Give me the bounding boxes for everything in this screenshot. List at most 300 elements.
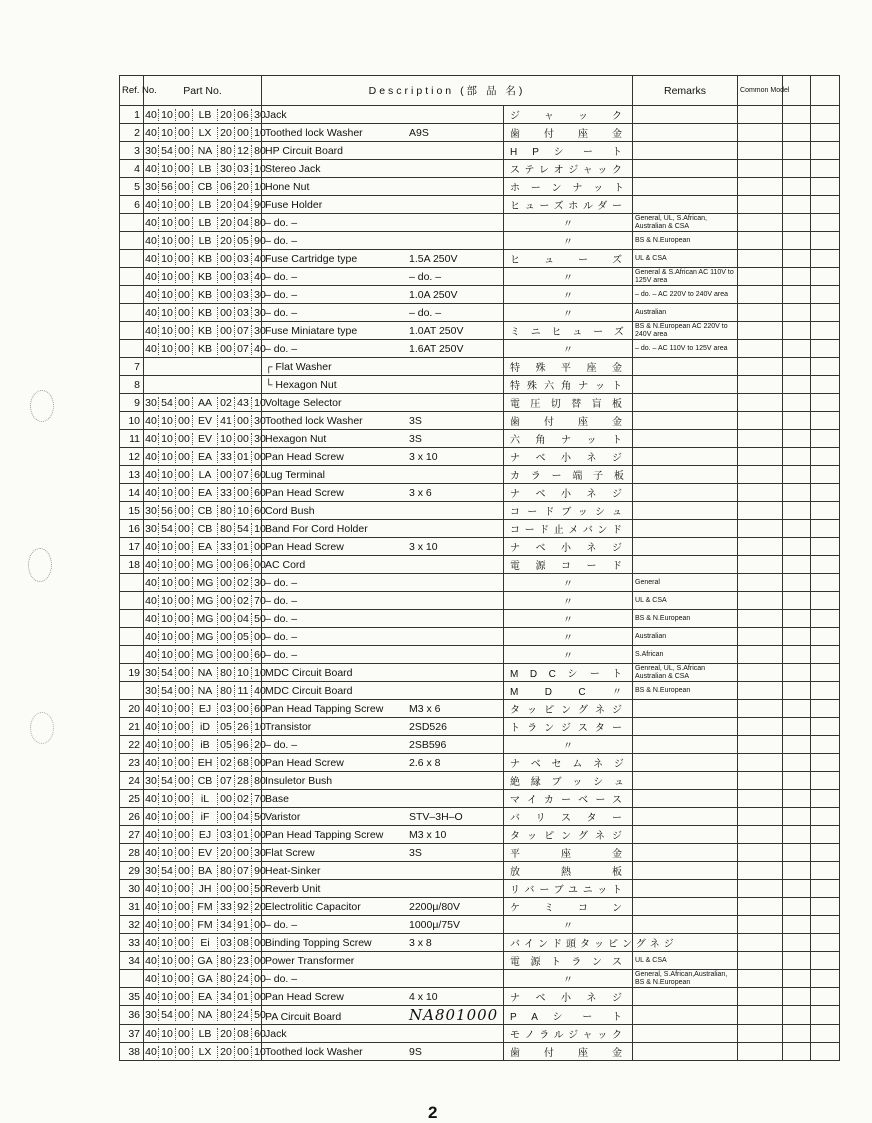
blank-cell <box>783 196 811 214</box>
common-model-cell <box>738 340 783 358</box>
part-no-segment: 08 <box>235 937 252 949</box>
part-no-segment: 34 <box>218 991 235 1003</box>
part-no-segment: 00 <box>235 847 252 859</box>
japanese-name-cell: 〃 <box>504 916 633 934</box>
part-no-cell <box>144 124 266 142</box>
table-row <box>120 502 840 520</box>
remarks-cell <box>633 520 738 538</box>
part-no-segment: 00 <box>218 289 235 301</box>
part-no-segment: 60 <box>254 1027 266 1040</box>
part-no-cell <box>144 340 266 358</box>
part-no-cell <box>144 574 266 592</box>
part-no-cell <box>144 916 266 934</box>
description-cell <box>262 214 504 232</box>
part-no-segment: EV <box>193 433 218 445</box>
table-row <box>120 916 840 934</box>
blank-cell <box>783 268 811 286</box>
common-model-cell <box>738 448 783 466</box>
part-no-segment: 00 <box>176 793 193 805</box>
part-name: – do. – <box>265 972 298 985</box>
part-no-segment: 00 <box>235 1046 252 1058</box>
description-cell <box>262 826 504 844</box>
part-no-segment: 00 <box>176 991 193 1003</box>
japanese-name-cell: ステレオジャック <box>504 160 633 178</box>
part-no-segment: 40 <box>144 415 159 427</box>
part-no-segment: EA <box>193 541 218 553</box>
blank-cell <box>783 646 811 664</box>
blank-cell <box>783 358 811 376</box>
ref-no-cell: 33 <box>120 934 144 952</box>
part-no-segment: 54 <box>159 523 176 535</box>
part-no-segment: 11 <box>235 685 252 697</box>
table-header-row <box>120 76 840 106</box>
part-no-segment: MG <box>193 631 218 643</box>
blank-cell <box>811 106 840 124</box>
ref-no-cell: 14 <box>120 484 144 502</box>
part-no-segment: 40 <box>144 613 159 625</box>
japanese-name-cell: コード止メバンド <box>504 520 633 538</box>
part-no-segment: LB <box>193 217 218 229</box>
part-no-segment: 40 <box>144 829 159 841</box>
description-cell <box>262 142 504 160</box>
part-no-segment: EJ <box>193 703 218 715</box>
blank-cell <box>783 1025 811 1043</box>
part-no-segment: 00 <box>176 199 193 211</box>
part-no-segment: 10 <box>159 739 176 751</box>
part-no-segment: MG <box>193 577 218 589</box>
blank-cell <box>783 844 811 862</box>
part-no-segment: NA <box>193 145 218 157</box>
part-no-segment: 00 <box>235 883 252 895</box>
part-no-segment: 96 <box>235 739 252 751</box>
description-cell <box>262 466 504 484</box>
description-cell <box>262 736 504 754</box>
blank-cell <box>783 106 811 124</box>
blank-cell <box>783 754 811 772</box>
part-no-segment: 40 <box>144 631 159 643</box>
part-no-segment: 70 <box>254 594 266 607</box>
japanese-name-cell: 〃 <box>504 646 633 664</box>
part-no-cell <box>144 700 266 718</box>
common-model-cell <box>738 862 783 880</box>
part-name: – do. – <box>265 306 298 319</box>
ref-no-cell: 29 <box>120 862 144 880</box>
part-no-segment: 10 <box>159 559 176 571</box>
part-no-segment: 00 <box>235 649 252 661</box>
part-no-segment: KB <box>193 289 218 301</box>
table-row <box>120 898 840 916</box>
part-no-segment: 00 <box>176 919 193 931</box>
common-model-cell <box>738 898 783 916</box>
part-no-cell <box>144 160 266 178</box>
binder-hole-mark <box>30 712 54 744</box>
common-model-cell <box>738 412 783 430</box>
part-no-segment: NA <box>193 667 218 679</box>
japanese-name-cell: モノラルジャック <box>504 1025 633 1043</box>
part-no-segment: 41 <box>218 415 235 427</box>
part-no-segment: 40 <box>144 307 159 319</box>
part-no-segment: MG <box>193 613 218 625</box>
part-no-segment: NA <box>193 1009 218 1021</box>
japanese-name-cell: タッピングネジ <box>504 700 633 718</box>
part-no-segment: 00 <box>176 307 193 319</box>
table-row <box>120 664 840 682</box>
part-no-segment: 40 <box>144 343 159 355</box>
part-name: – do. – <box>265 216 298 229</box>
table-row <box>120 484 840 502</box>
common-model-cell <box>738 520 783 538</box>
ref-no-cell <box>120 322 144 340</box>
part-no-segment: EA <box>193 451 218 463</box>
part-no-segment: 40 <box>144 253 159 265</box>
part-no-segment: 00 <box>176 217 193 229</box>
part-no-segment: 90 <box>254 234 266 247</box>
table-row <box>120 106 840 124</box>
japanese-name-cell: ナ ベ 小 ネ ジ <box>504 538 633 556</box>
part-no-segment: 07 <box>235 469 252 481</box>
part-name: Electrolitic Capacitor <box>265 900 361 913</box>
part-no-segment: 00 <box>254 450 266 463</box>
part-no-segment: 80 <box>254 216 266 229</box>
blank-cell <box>811 1043 840 1061</box>
blank-cell <box>783 124 811 142</box>
common-model-cell <box>738 934 783 952</box>
blank-cell <box>783 808 811 826</box>
part-spec: – do. – <box>409 270 442 283</box>
part-name: Pan Head Screw <box>265 756 344 769</box>
part-no-cell <box>144 880 266 898</box>
part-no-segment: 10 <box>159 613 176 625</box>
description-cell <box>262 898 504 916</box>
description-cell <box>262 646 504 664</box>
part-name: PA Circuit Board <box>265 1011 342 1023</box>
ref-no-cell: 30 <box>120 880 144 898</box>
remarks-cell <box>633 1043 738 1061</box>
part-no-segment: 04 <box>235 613 252 625</box>
part-no-segment: 40 <box>144 451 159 463</box>
common-model-cell <box>738 628 783 646</box>
ref-no-cell: 5 <box>120 178 144 196</box>
description-cell <box>262 700 504 718</box>
blank-cell <box>811 502 840 520</box>
part-name: Pan Head Screw <box>265 486 344 499</box>
part-no-segment: 10 <box>159 163 176 175</box>
remarks-cell <box>633 178 738 196</box>
blank-cell <box>783 430 811 448</box>
japanese-name-cell: 〃 <box>504 214 633 232</box>
blank-cell <box>783 178 811 196</box>
blank-cell <box>783 340 811 358</box>
japanese-name-cell: 六 角 ナ ッ ト <box>504 430 633 448</box>
part-no-segment: 40 <box>144 937 159 949</box>
part-no-segment: 40 <box>144 163 159 175</box>
ref-no-cell: 8 <box>120 376 144 394</box>
part-no-segment: 00 <box>218 883 235 895</box>
blank-cell <box>811 700 840 718</box>
part-no-cell <box>144 718 266 736</box>
description-cell <box>262 538 504 556</box>
blank-cell <box>811 988 840 1006</box>
part-no-segment: 30 <box>144 505 159 517</box>
part-no-segment: 00 <box>176 883 193 895</box>
blank-cell <box>811 790 840 808</box>
header-part-no: Part No. <box>144 76 262 106</box>
part-no-segment: EV <box>193 847 218 859</box>
part-no-segment: 30 <box>144 865 159 877</box>
japanese-name-cell: マイカーベース <box>504 790 633 808</box>
part-no-segment: 40 <box>144 541 159 553</box>
part-no-segment: 07 <box>218 775 235 787</box>
blank-cell <box>783 700 811 718</box>
blank-cell <box>811 538 840 556</box>
part-no-segment: 50 <box>254 1009 266 1021</box>
ref-no-cell: 24 <box>120 772 144 790</box>
ref-no-cell: 38 <box>120 1043 144 1061</box>
part-no-segment: 00 <box>176 667 193 679</box>
part-no-segment: 05 <box>235 631 252 643</box>
remarks-cell: General & S.African AC 110V to 125V area <box>633 268 738 286</box>
part-no-cell <box>144 538 266 556</box>
part-no-segment: 10 <box>159 1028 176 1040</box>
part-no-segment: 00 <box>176 757 193 769</box>
part-no-segment: 10 <box>254 180 266 193</box>
blank-cell <box>811 268 840 286</box>
japanese-name-cell: 〃 <box>504 232 633 250</box>
common-model-cell <box>738 214 783 232</box>
common-model-cell <box>738 646 783 664</box>
part-no-segment: 33 <box>218 487 235 499</box>
remarks-cell <box>633 484 738 502</box>
part-name: Binding Topping Screw <box>265 936 372 949</box>
part-name: Heat-Sinker <box>265 864 321 877</box>
blank-cell <box>811 862 840 880</box>
blank-cell <box>783 412 811 430</box>
part-no-segment: 90 <box>254 864 266 877</box>
description-cell <box>262 772 504 790</box>
parts-list-sheet <box>119 75 839 1061</box>
part-no-segment: 02 <box>235 577 252 589</box>
part-spec: 1.5A 250V <box>409 252 458 265</box>
part-no-segment: 10 <box>159 631 176 643</box>
part-name: Hexagon Nut <box>265 432 327 445</box>
part-no-segment: 30 <box>144 145 159 157</box>
part-name: Lug Terminal <box>265 468 325 481</box>
blank-cell <box>811 772 840 790</box>
part-name: Pan Head Screw <box>265 990 344 1003</box>
part-name: Pan Head Screw <box>265 450 344 463</box>
ref-no-cell: 36 <box>120 1006 144 1025</box>
ref-no-cell <box>120 592 144 610</box>
blank-cell <box>811 412 840 430</box>
ref-no-cell: 26 <box>120 808 144 826</box>
part-no-segment: 10 <box>159 415 176 427</box>
ref-no-cell: 18 <box>120 556 144 574</box>
part-no-segment: 10 <box>235 667 252 679</box>
remarks-cell <box>633 448 738 466</box>
part-no-segment: 30 <box>218 163 235 175</box>
description-cell <box>262 448 504 466</box>
part-no-segment: 10 <box>159 289 176 301</box>
part-no-cell <box>144 106 266 124</box>
part-no-segment: 40 <box>144 235 159 247</box>
japanese-name-cell: トランジスター <box>504 718 633 736</box>
part-no-segment: 40 <box>254 270 266 283</box>
japanese-name-cell: ホ ー ン ナ ッ ト <box>504 178 633 196</box>
description-cell <box>262 1006 504 1025</box>
part-no-segment: 91 <box>235 919 252 931</box>
blank-cell <box>783 574 811 592</box>
part-no-segment: 10 <box>159 847 176 859</box>
part-no-segment: 40 <box>144 217 159 229</box>
blank-cell <box>811 664 840 682</box>
part-no-segment: LB <box>193 163 218 175</box>
part-no-segment: 80 <box>218 145 235 157</box>
table-row <box>120 1043 840 1061</box>
part-no-segment: MG <box>193 595 218 607</box>
japanese-name-cell: 〃 <box>504 736 633 754</box>
part-no-segment: 10 <box>159 109 176 121</box>
part-no-segment: 10 <box>159 469 176 481</box>
part-name: MDC Circuit Board <box>265 684 353 697</box>
table-row <box>120 790 840 808</box>
part-spec: – do. – <box>409 306 442 319</box>
part-spec: 3S <box>409 432 422 445</box>
blank-cell <box>783 916 811 934</box>
part-no-cell <box>144 520 266 538</box>
part-no-segment: 00 <box>176 685 193 697</box>
part-no-cell <box>144 358 262 376</box>
blank-cell <box>811 394 840 412</box>
part-no-cell <box>144 448 266 466</box>
table-row <box>120 772 840 790</box>
blank-cell <box>783 952 811 970</box>
part-no-segment: 00 <box>176 505 193 517</box>
part-no-cell <box>144 466 266 484</box>
part-no-cell <box>144 664 266 682</box>
description-cell <box>262 502 504 520</box>
part-no-segment: 03 <box>235 307 252 319</box>
part-no-segment: 00 <box>218 595 235 607</box>
table-row <box>120 232 840 250</box>
part-no-cell <box>144 502 266 520</box>
table-row <box>120 736 840 754</box>
part-no-segment: 10 <box>159 721 176 733</box>
part-no-segment: 10 <box>159 451 176 463</box>
part-no-segment: 56 <box>159 181 176 193</box>
part-no-segment: 30 <box>144 523 159 535</box>
part-no-segment: 10 <box>159 595 176 607</box>
description-cell <box>262 160 504 178</box>
blank-cell <box>783 988 811 1006</box>
part-no-segment: 20 <box>235 181 252 193</box>
part-no-segment: 00 <box>218 559 235 571</box>
japanese-name-cell: P A シ ー ト <box>504 1006 633 1025</box>
remarks-cell <box>633 700 738 718</box>
part-no-segment: 10 <box>254 666 266 679</box>
part-no-segment: 00 <box>218 343 235 355</box>
blank-cell <box>783 322 811 340</box>
description-cell <box>262 934 504 952</box>
part-name: Reverb Unit <box>265 882 321 895</box>
part-no-segment: 40 <box>144 811 159 823</box>
part-no-segment: 00 <box>235 703 252 715</box>
part-no-segment: 00 <box>176 541 193 553</box>
part-no-segment: 60 <box>254 486 266 499</box>
part-no-segment: 30 <box>254 432 266 445</box>
description-cell <box>262 682 504 700</box>
blank-cell <box>783 664 811 682</box>
ref-no-cell: 1 <box>120 106 144 124</box>
part-no-cell <box>144 934 266 952</box>
ref-no-cell: 35 <box>120 988 144 1006</box>
part-no-segment: 00 <box>176 109 193 121</box>
japanese-name-cell: 特 殊 平 座 金 <box>504 358 633 376</box>
blank-cell <box>811 1025 840 1043</box>
part-no-segment: 00 <box>176 559 193 571</box>
part-no-cell <box>144 844 266 862</box>
part-no-segment: 10 <box>159 199 176 211</box>
common-model-cell <box>738 772 783 790</box>
description-cell <box>262 988 504 1006</box>
part-no-segment: 10 <box>159 919 176 931</box>
part-no-segment: 00 <box>176 271 193 283</box>
part-no-segment: 40 <box>144 991 159 1003</box>
part-no-segment: 20 <box>218 109 235 121</box>
description-cell <box>262 304 504 322</box>
part-no-segment: 20 <box>218 199 235 211</box>
table-row <box>120 952 840 970</box>
common-model-cell <box>738 430 783 448</box>
common-model-cell <box>738 664 783 682</box>
common-model-cell <box>738 502 783 520</box>
part-no-segment: FM <box>193 919 218 931</box>
part-no-segment: 40 <box>144 721 159 733</box>
part-no-segment: 30 <box>254 846 266 859</box>
description-cell <box>262 520 504 538</box>
japanese-name-cell: 〃 <box>504 610 633 628</box>
part-no-segment: 40 <box>144 271 159 283</box>
table-row <box>120 988 840 1006</box>
part-name: – do. – <box>265 648 298 661</box>
part-no-segment: 20 <box>218 217 235 229</box>
japanese-name-cell: ナ ベ 小 ネ ジ <box>504 484 633 502</box>
remarks-cell <box>633 196 738 214</box>
ref-no-cell: 9 <box>120 394 144 412</box>
part-no-segment: 30 <box>144 1009 159 1021</box>
part-no-segment: 30 <box>254 576 266 589</box>
blank-cell <box>811 358 840 376</box>
remarks-cell <box>633 412 738 430</box>
table-row <box>120 376 840 394</box>
part-no-segment: 10 <box>254 1045 266 1058</box>
part-no-segment: 00 <box>218 631 235 643</box>
description-cell <box>262 952 504 970</box>
part-name: Cord Bush <box>265 504 315 517</box>
japanese-name-cell: 特殊六角ナット <box>504 376 633 394</box>
japanese-name-cell: 歯 付 座 金 <box>504 124 633 142</box>
ref-no-cell: 37 <box>120 1025 144 1043</box>
part-no-segment: LB <box>193 199 218 211</box>
japanese-name-cell: 絶 縁 ブ ッ シ ュ <box>504 772 633 790</box>
part-no-cell <box>144 898 266 916</box>
part-no-segment: KB <box>193 325 218 337</box>
part-no-cell <box>144 826 266 844</box>
part-no-segment: 20 <box>218 1046 235 1058</box>
part-no-segment: LB <box>193 109 218 121</box>
part-no-segment: 54 <box>159 397 176 409</box>
part-no-segment: 33 <box>218 451 235 463</box>
part-no-segment: 24 <box>235 1009 252 1021</box>
